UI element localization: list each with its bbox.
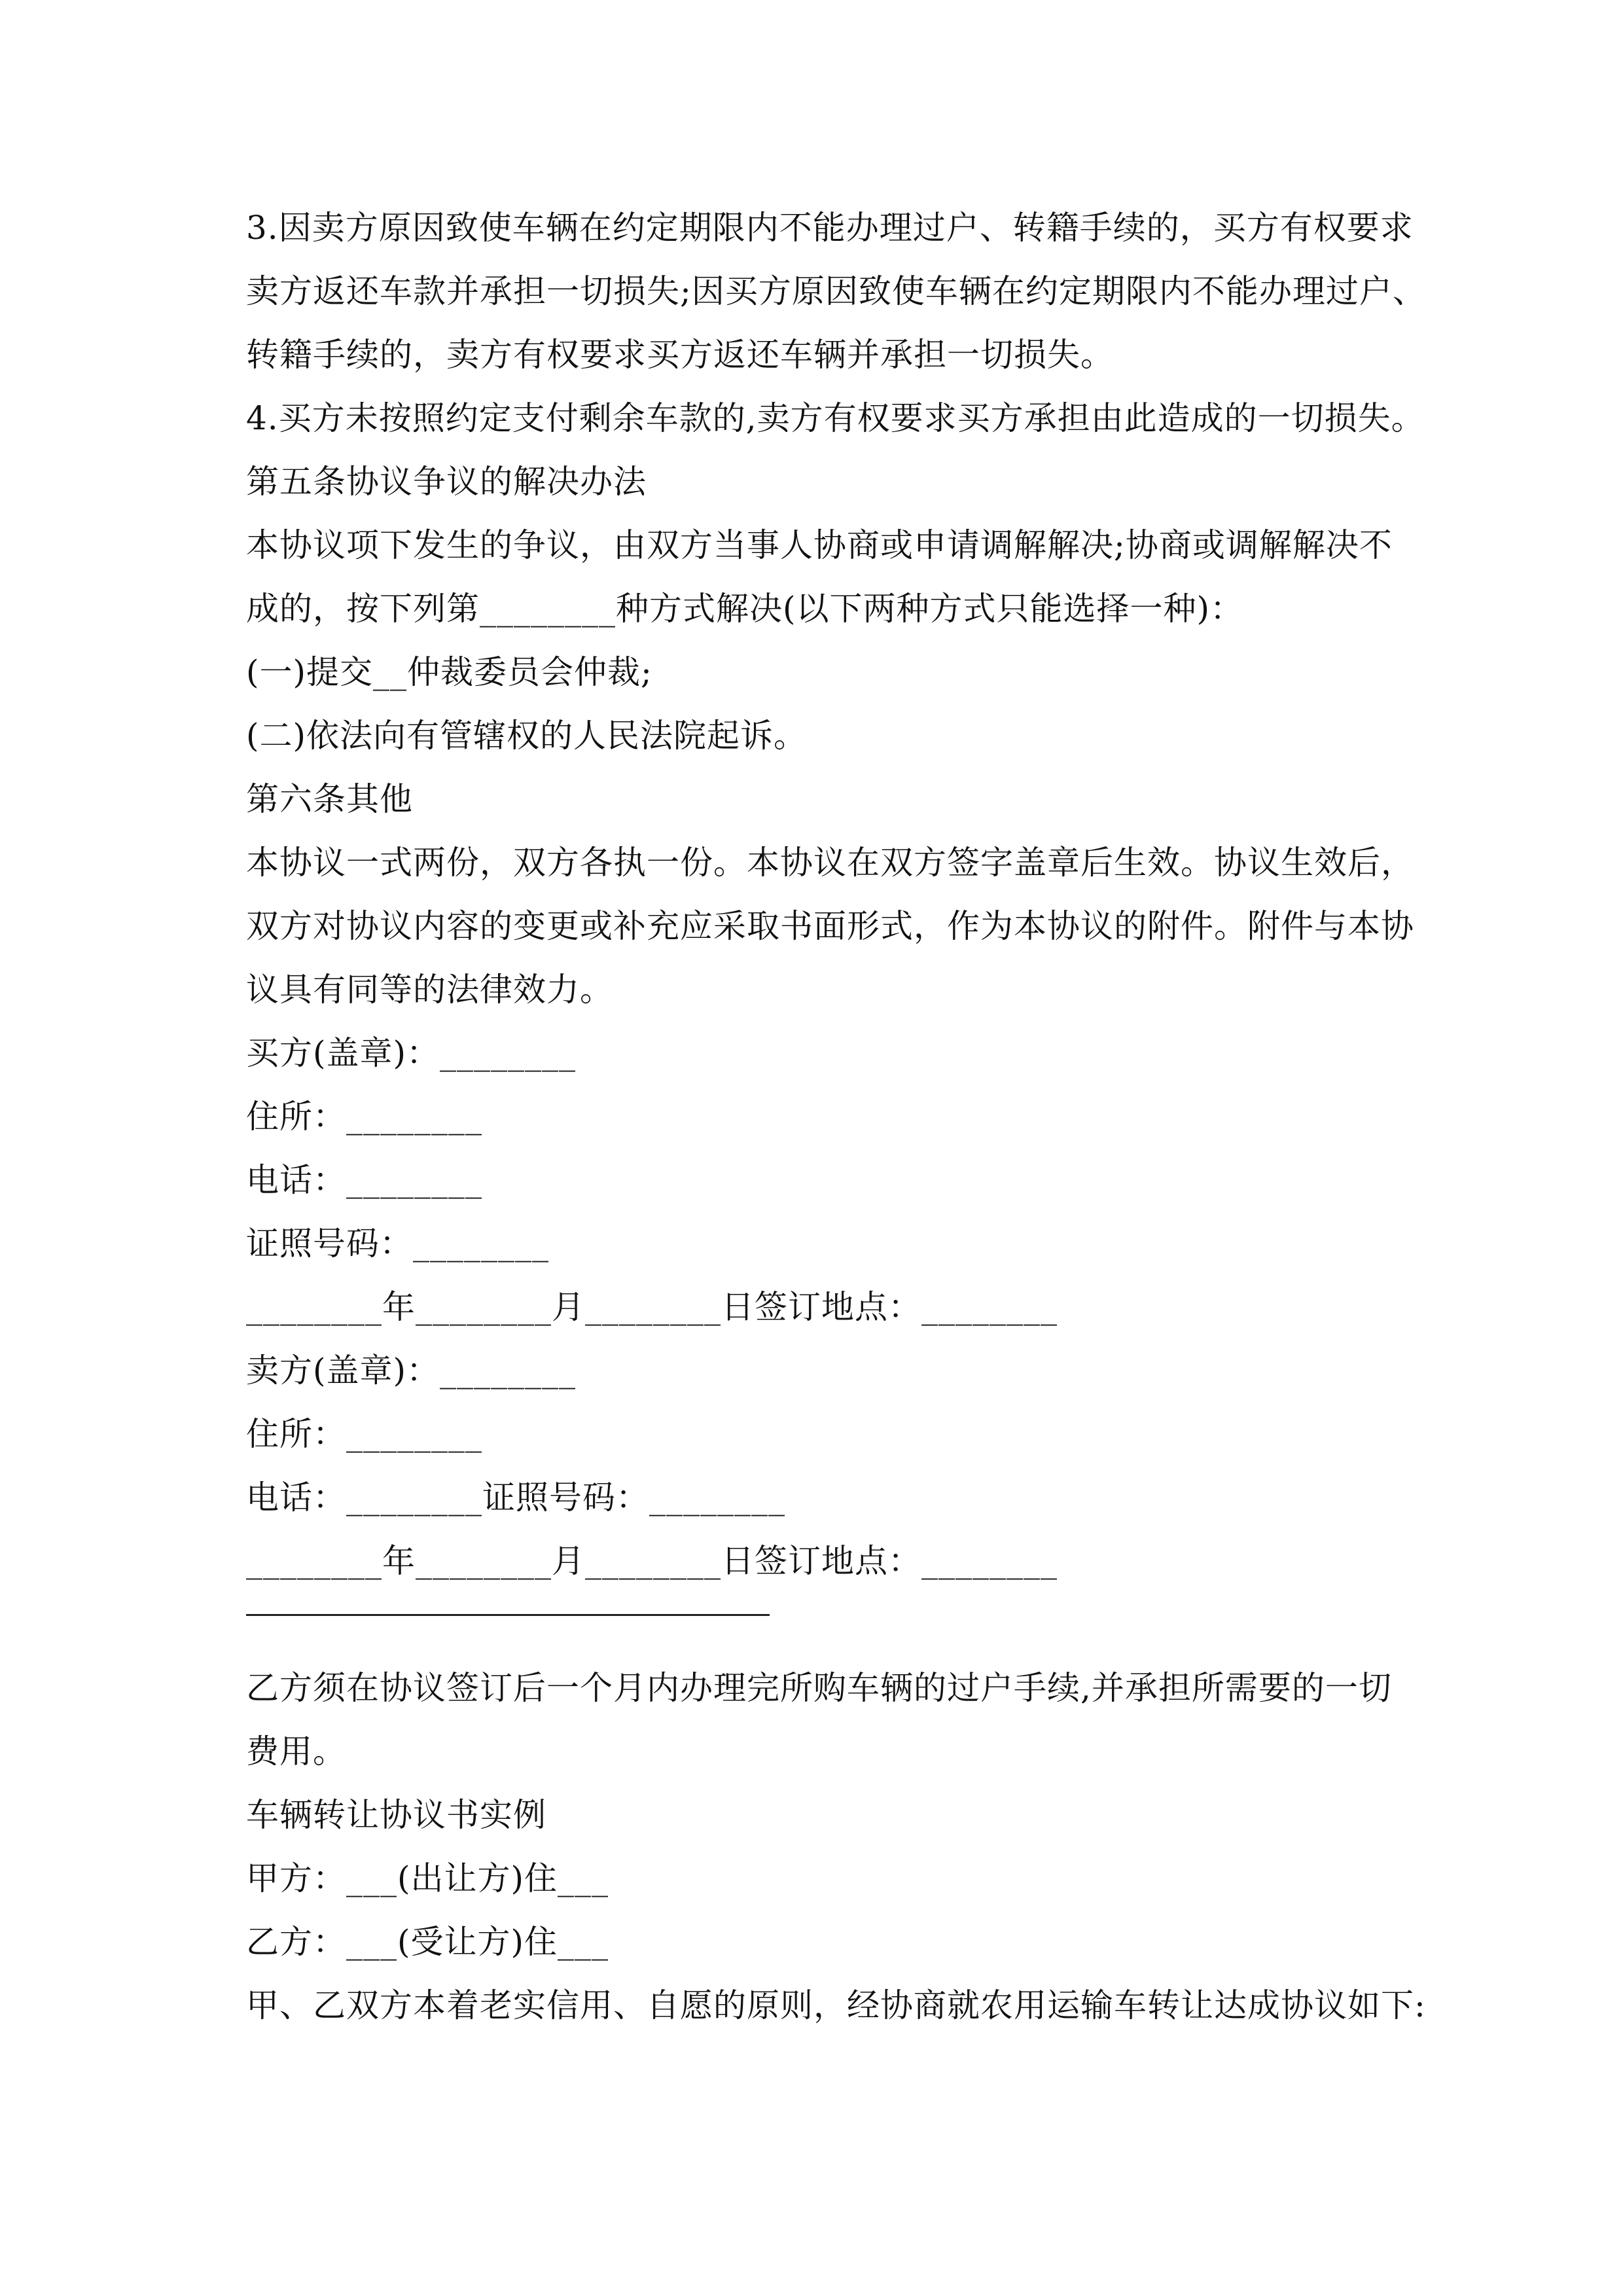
buyer-date-place-line: ________年________月________日签订地点：________ [246, 1288, 1058, 1326]
clause-3-line-2: 卖方返还车款并承担一切损失;因买方原因致使车辆在约定期限内不能办理过户、 [246, 272, 1426, 310]
article-6-line-1: 本协议一式两份，双方各执一份。本协议在双方签字盖章后生效。协议生效后， [246, 844, 1414, 882]
option-2-line: (二)依法向有管辖权的人民法院起诉。 [246, 717, 808, 755]
seller-date-place-line: ________年________月________日签订地点：________ [246, 1542, 1058, 1580]
article-5-line-2: 成的，按下列第________种方式解决(以下两种方式只能选择一种)： [246, 590, 1244, 628]
buyer-seal-line: 买方(盖章)：________ [246, 1034, 577, 1072]
buyer-license-line: 证照号码：________ [246, 1225, 549, 1263]
transfer-note-line-2: 费用。 [246, 1732, 346, 1770]
section-separator [246, 1593, 1398, 1657]
example-title: 车辆转让协议书实例 [246, 1796, 546, 1834]
buyer-address-line: 住所：________ [246, 1098, 482, 1136]
seller-seal-line: 卖方(盖章)：________ [246, 1352, 577, 1390]
clause-3-line-3: 转籍手续的，卖方有权要求买方返还车辆并承担一切损失。 [246, 336, 1114, 374]
article-5-heading: 第五条协议争议的解决办法 [246, 463, 647, 501]
article-6-heading: 第六条其他 [246, 780, 413, 818]
clause-3-line-1: 3.因卖方原因致使车辆在约定期限内不能办理过户、转籍手续的，买方有权要求 [246, 209, 1414, 247]
clause-4-line: 4.买方未按照约定支付剩余车款的,卖方有权要求买方承担由此造成的一切损失。 [246, 399, 1425, 437]
buyer-phone-line: 电话：________ [246, 1161, 482, 1199]
option-1-line: (一)提交__仲裁委员会仲裁; [246, 653, 652, 691]
document-body [246, 196, 1426, 2037]
party-b-line: 乙方：___(受让方)住___ [246, 1923, 609, 1961]
party-a-line: 甲方：___(出让方)住___ [246, 1859, 609, 1897]
seller-address-line: 住所：________ [246, 1415, 482, 1453]
agreement-intro-line: 甲、乙双方本着老实信用、自愿的原则，经协商就农用运输车转让达成协议如下: [246, 1986, 1426, 2024]
transfer-note-line-1: 乙方须在协议签订后一个月内办理完所购车辆的过户手续,并承担所需要的一切 [246, 1669, 1392, 1707]
article-6-line-2: 双方对协议内容的变更或补充应采取书面形式，作为本协议的附件。附件与本协 [246, 907, 1414, 945]
article-6-line-3: 议具有同等的法律效力。 [246, 971, 613, 1009]
separator-text [246, 1575, 770, 1616]
article-5-line-1: 本协议项下发生的争议，由双方当事人协商或申请调解解决;协商或调解解决不 [246, 526, 1393, 564]
seller-phone-license-line: 电话：________证照号码：________ [246, 1479, 785, 1516]
